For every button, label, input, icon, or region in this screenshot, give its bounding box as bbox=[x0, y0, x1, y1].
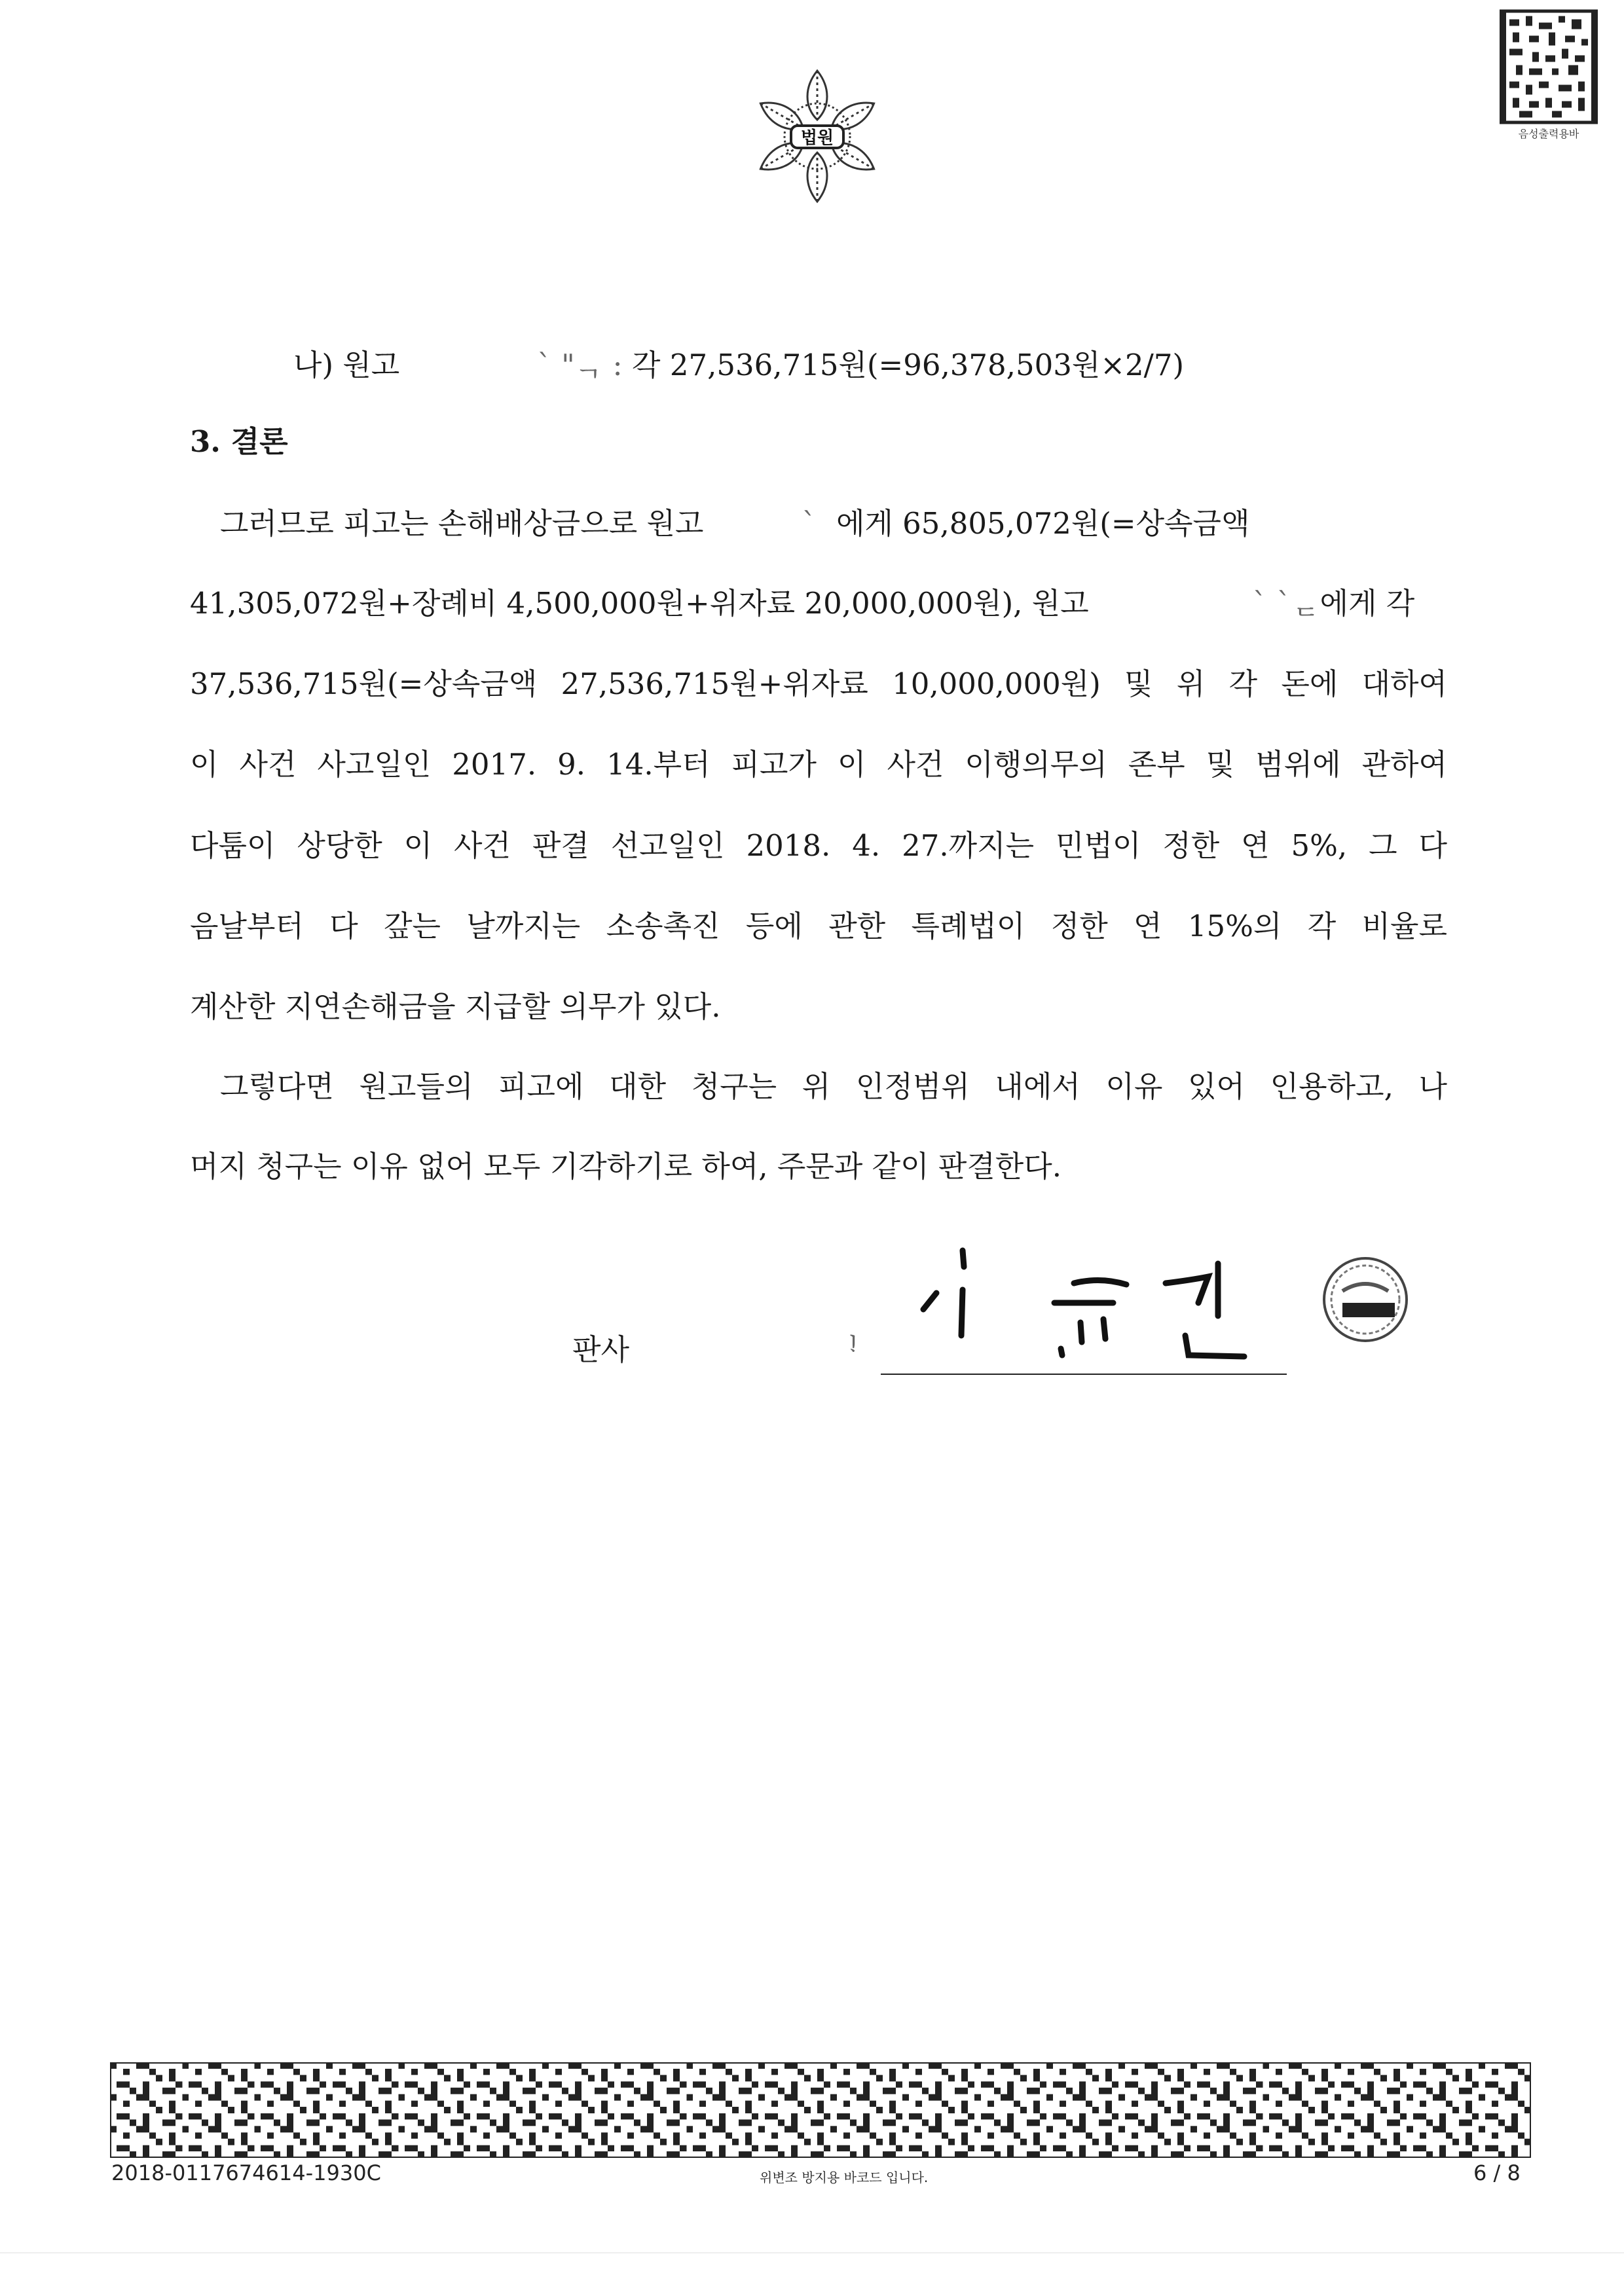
paragraph2-line1: 그렇다면 원고들의 피고에 대한 청구는 위 인정범위 내에서 이유 있어 인용하고, 나 bbox=[220, 1069, 1447, 1104]
anti-forgery-barcode bbox=[110, 2062, 1531, 2158]
redacted-name: ` bbox=[802, 506, 817, 541]
section-heading-conclusion: 3. 결론 bbox=[190, 424, 288, 459]
document-number: 2018-0117674614-1930C bbox=[111, 2160, 381, 2185]
judge-signature-and-stamp bbox=[891, 1237, 1414, 1388]
p1-l1-a: 그러므로 피고는 손해배상금으로 원고 bbox=[220, 506, 704, 541]
paragraph1-line6: 음날부터 다 갚는 날까지는 소송촉진 등에 관한 특례법이 정한 연 15%의 각 비율로 bbox=[190, 909, 1447, 943]
paragraph1-line4: 이 사건 사고일인 2017. 9. 14.부터 피고가 이 사건 이행의무의 존부 및 범위에 관하여 bbox=[190, 747, 1447, 782]
judge-title: 판사 bbox=[572, 1332, 629, 1367]
paragraph1-line3: 37,536,715원(=상속금액 27,536,715원+위자료 10,000,000원) 및 위 각 돈에 대하여 bbox=[190, 666, 1447, 701]
bottom-edge bbox=[0, 2252, 1624, 2253]
paragraph1-line7: 계산한 지연손해금을 지급할 의무가 있다. bbox=[190, 989, 721, 1024]
plaintiff-label: 나) 원고 bbox=[293, 348, 400, 382]
voice-output-label: 음성출력용바 bbox=[1518, 128, 1579, 140]
line-plaintiff-claim bbox=[293, 346, 1184, 385]
seal-text: 법원 bbox=[800, 128, 834, 148]
paragraph1-line1 bbox=[220, 504, 1445, 543]
p1-l1-b: 에게 65,805,072원(=상속금액 bbox=[836, 506, 1250, 541]
redacted-judge-name: ᆝ bbox=[830, 1332, 859, 1367]
page-number: 6 / 8 bbox=[1473, 2160, 1521, 2185]
court-seal-emblem bbox=[739, 58, 896, 215]
signature-line bbox=[881, 1374, 1287, 1375]
voice-output-barcode bbox=[1500, 9, 1598, 124]
redacted-name: ` `ᆮ bbox=[1252, 586, 1320, 621]
barcode-notice: 위변조 방지용 바코드 입니다. bbox=[760, 2170, 929, 2185]
paragraph1-line2 bbox=[190, 584, 1447, 623]
paragraph2-line2: 머지 청구는 이유 없어 모두 기각하기로 하여, 주문과 같이 판결한다. bbox=[190, 1149, 1062, 1184]
redacted-name: ` "ᆨ : bbox=[537, 348, 623, 382]
p1-l2-b: 에게 각 bbox=[1320, 586, 1415, 621]
p1-l2-a: 41,305,072원+장례비 4,500,000원+위자료 20,000,000원), 원고 bbox=[190, 586, 1089, 621]
paragraph1-line5: 다툼이 상당한 이 사건 판결 선고일인 2018. 4. 27.까지는 민법이 정한 연 5%, 그 다 bbox=[190, 828, 1447, 863]
claim-amount: 각 27,536,715원(=96,378,503원×2/7) bbox=[632, 348, 1185, 382]
